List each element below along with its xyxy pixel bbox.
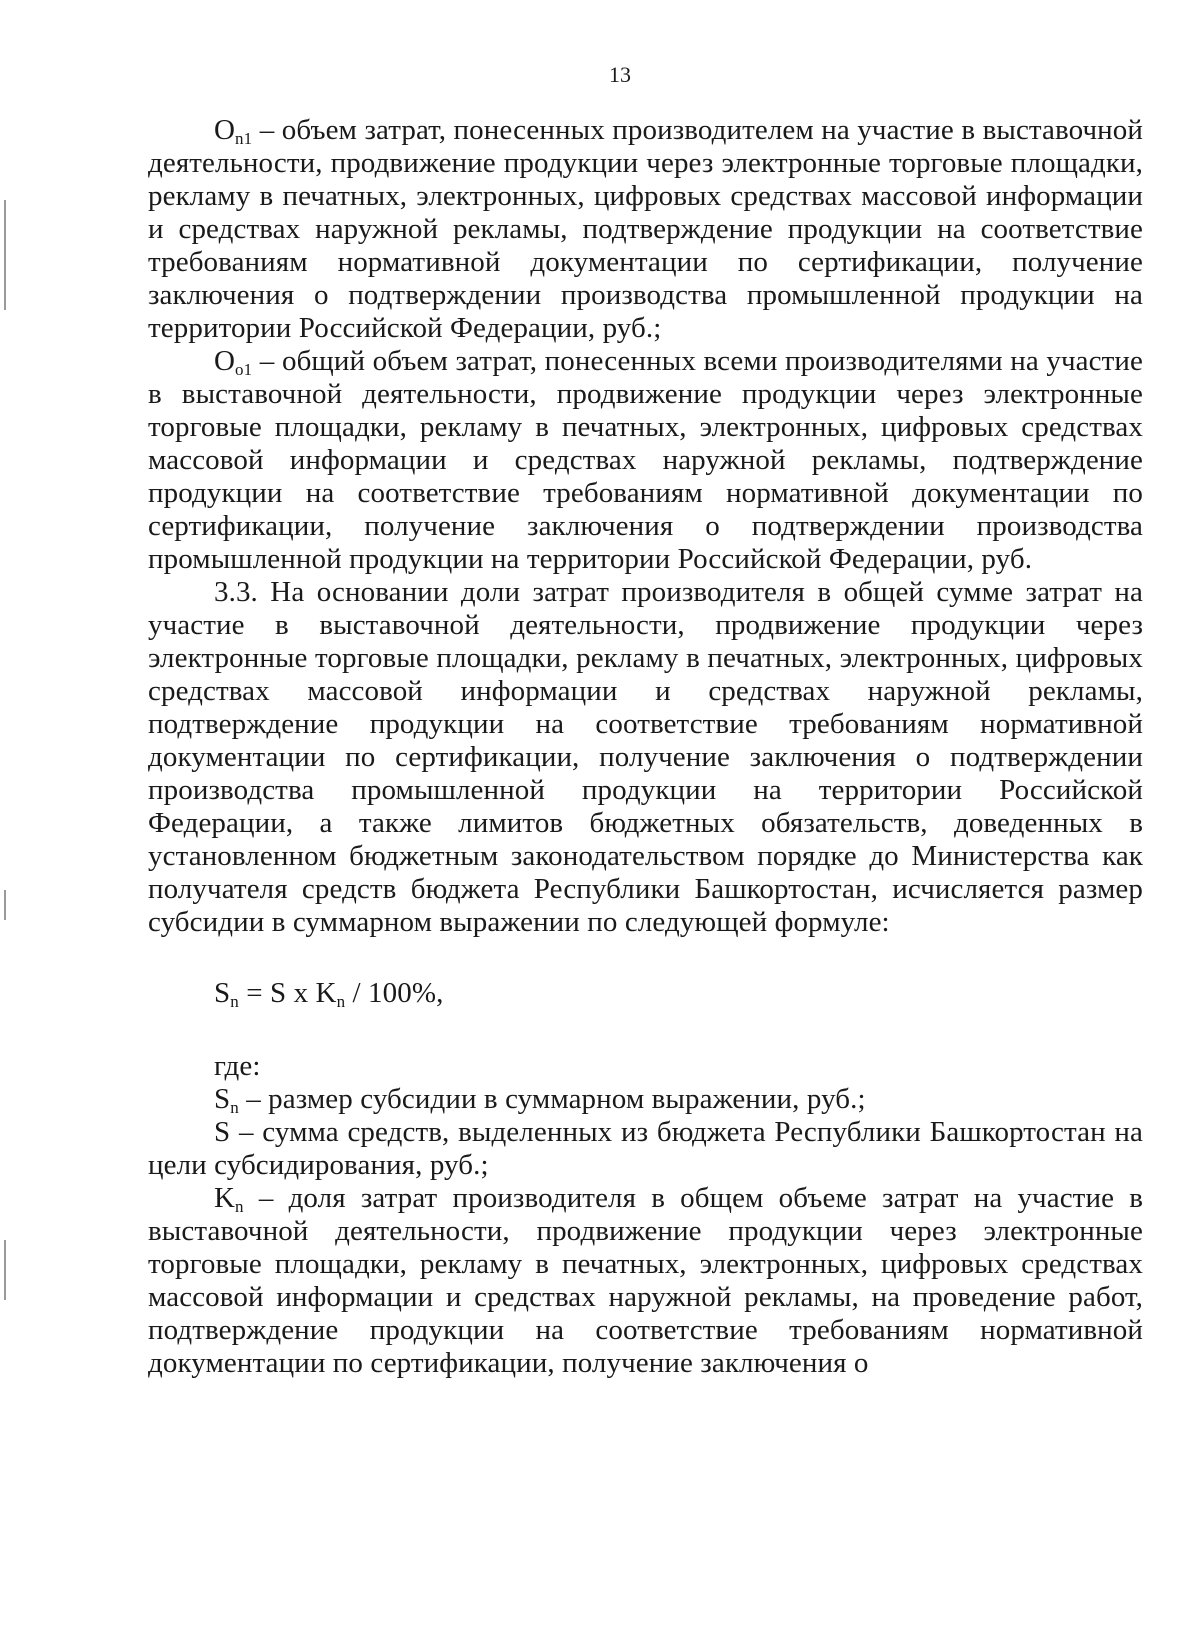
scan-artifact	[4, 200, 6, 310]
scan-artifact	[4, 1240, 6, 1300]
definition-sn	[148, 1083, 1143, 1116]
paragraph-oo1-definition	[148, 345, 1143, 576]
subsidy-formula: $S_n = S$ x $K_n / 100\%$,	[214, 977, 444, 1011]
definition-text: – доля затрат производителя в общем объеме затрат на участие в выставочной деятельности, продвижение продукции через электронные торговые площадки, рекламу в печатных, электронных, цифровых средствах массовой информации и средствах наружной рекламы, на проведение работ, подтверждение продукции на соответствие требованиям нормативной документации по сертификации, получение заключения о	[148, 1182, 1143, 1379]
page-number: 13	[609, 62, 631, 87]
symbol-oo1: $O_{o1}$	[214, 345, 253, 379]
definition-text: – сумма средств, выделенных из бюджета Республики Башкортостан на цели субсидирования, руб.;	[148, 1116, 1143, 1181]
symbol-sn: $S_n$	[214, 1083, 239, 1117]
symbol-on1: $O_{n1}$	[214, 114, 253, 148]
paragraph-on1-definition	[148, 114, 1143, 345]
paragraph-3-3: 3.3. На основании доли затрат производителя в общей сумме затрат на участие в выставочной деятельности, продвижение продукции через электронные торговые площадки, рекламу в печатных, электронных, цифровых средствах массовой информации и средствах наружной рекламы, подтверждение продукции на соответствие требованиям нормативной документации по сертификации, получение заключения о подтверждении производства промышленной продукции на территории Российской Федерации, а также лимитов бюджетных обязательств, доведенных в установленном бюджетным законодательством порядке до Министерства как получателя средств бюджета Республики Башкортостан, исчисляется размер субсидии в суммарном выражении по следующей формуле:	[148, 576, 1143, 938]
paragraph-text: – объем затрат, понесенных производителем на участие в выставочной деятельности, продвижение продукции через электронные торговые площадки, рекламу в печатных, электронных, цифровых средствах массовой информации и средствах наружной рекламы, подтверждение продукции на соответствие требованиям нормативной документации по сертификации, получение заключения о подтверждении производства промышленной продукции на территории Российской Федерации, руб.;	[148, 114, 1143, 344]
scan-artifact	[4, 890, 6, 920]
paragraph-text: – общий объем затрат, понесенных всеми производителями на участие в выставочной деятельности, продвижение продукции через электронные торговые площадки, рекламу в печатных, электронных, цифровых средствах массовой информации и средствах наружной рекламы, подтверждение продукции на соответствие требованиям нормативной документации по сертификации, получение заключения о подтверждении производства промышленной продукции на территории Российской Федерации, руб.	[148, 345, 1143, 575]
document-body	[148, 114, 1143, 1380]
definition-s	[148, 1116, 1143, 1182]
definition-kn	[148, 1182, 1143, 1380]
symbol-s: S	[214, 1116, 231, 1148]
definition-text: – размер субсидии в суммарном выражении, руб.;	[238, 1083, 866, 1115]
symbol-kn: $K_n$	[214, 1182, 244, 1216]
where-label: где:	[214, 1050, 261, 1082]
